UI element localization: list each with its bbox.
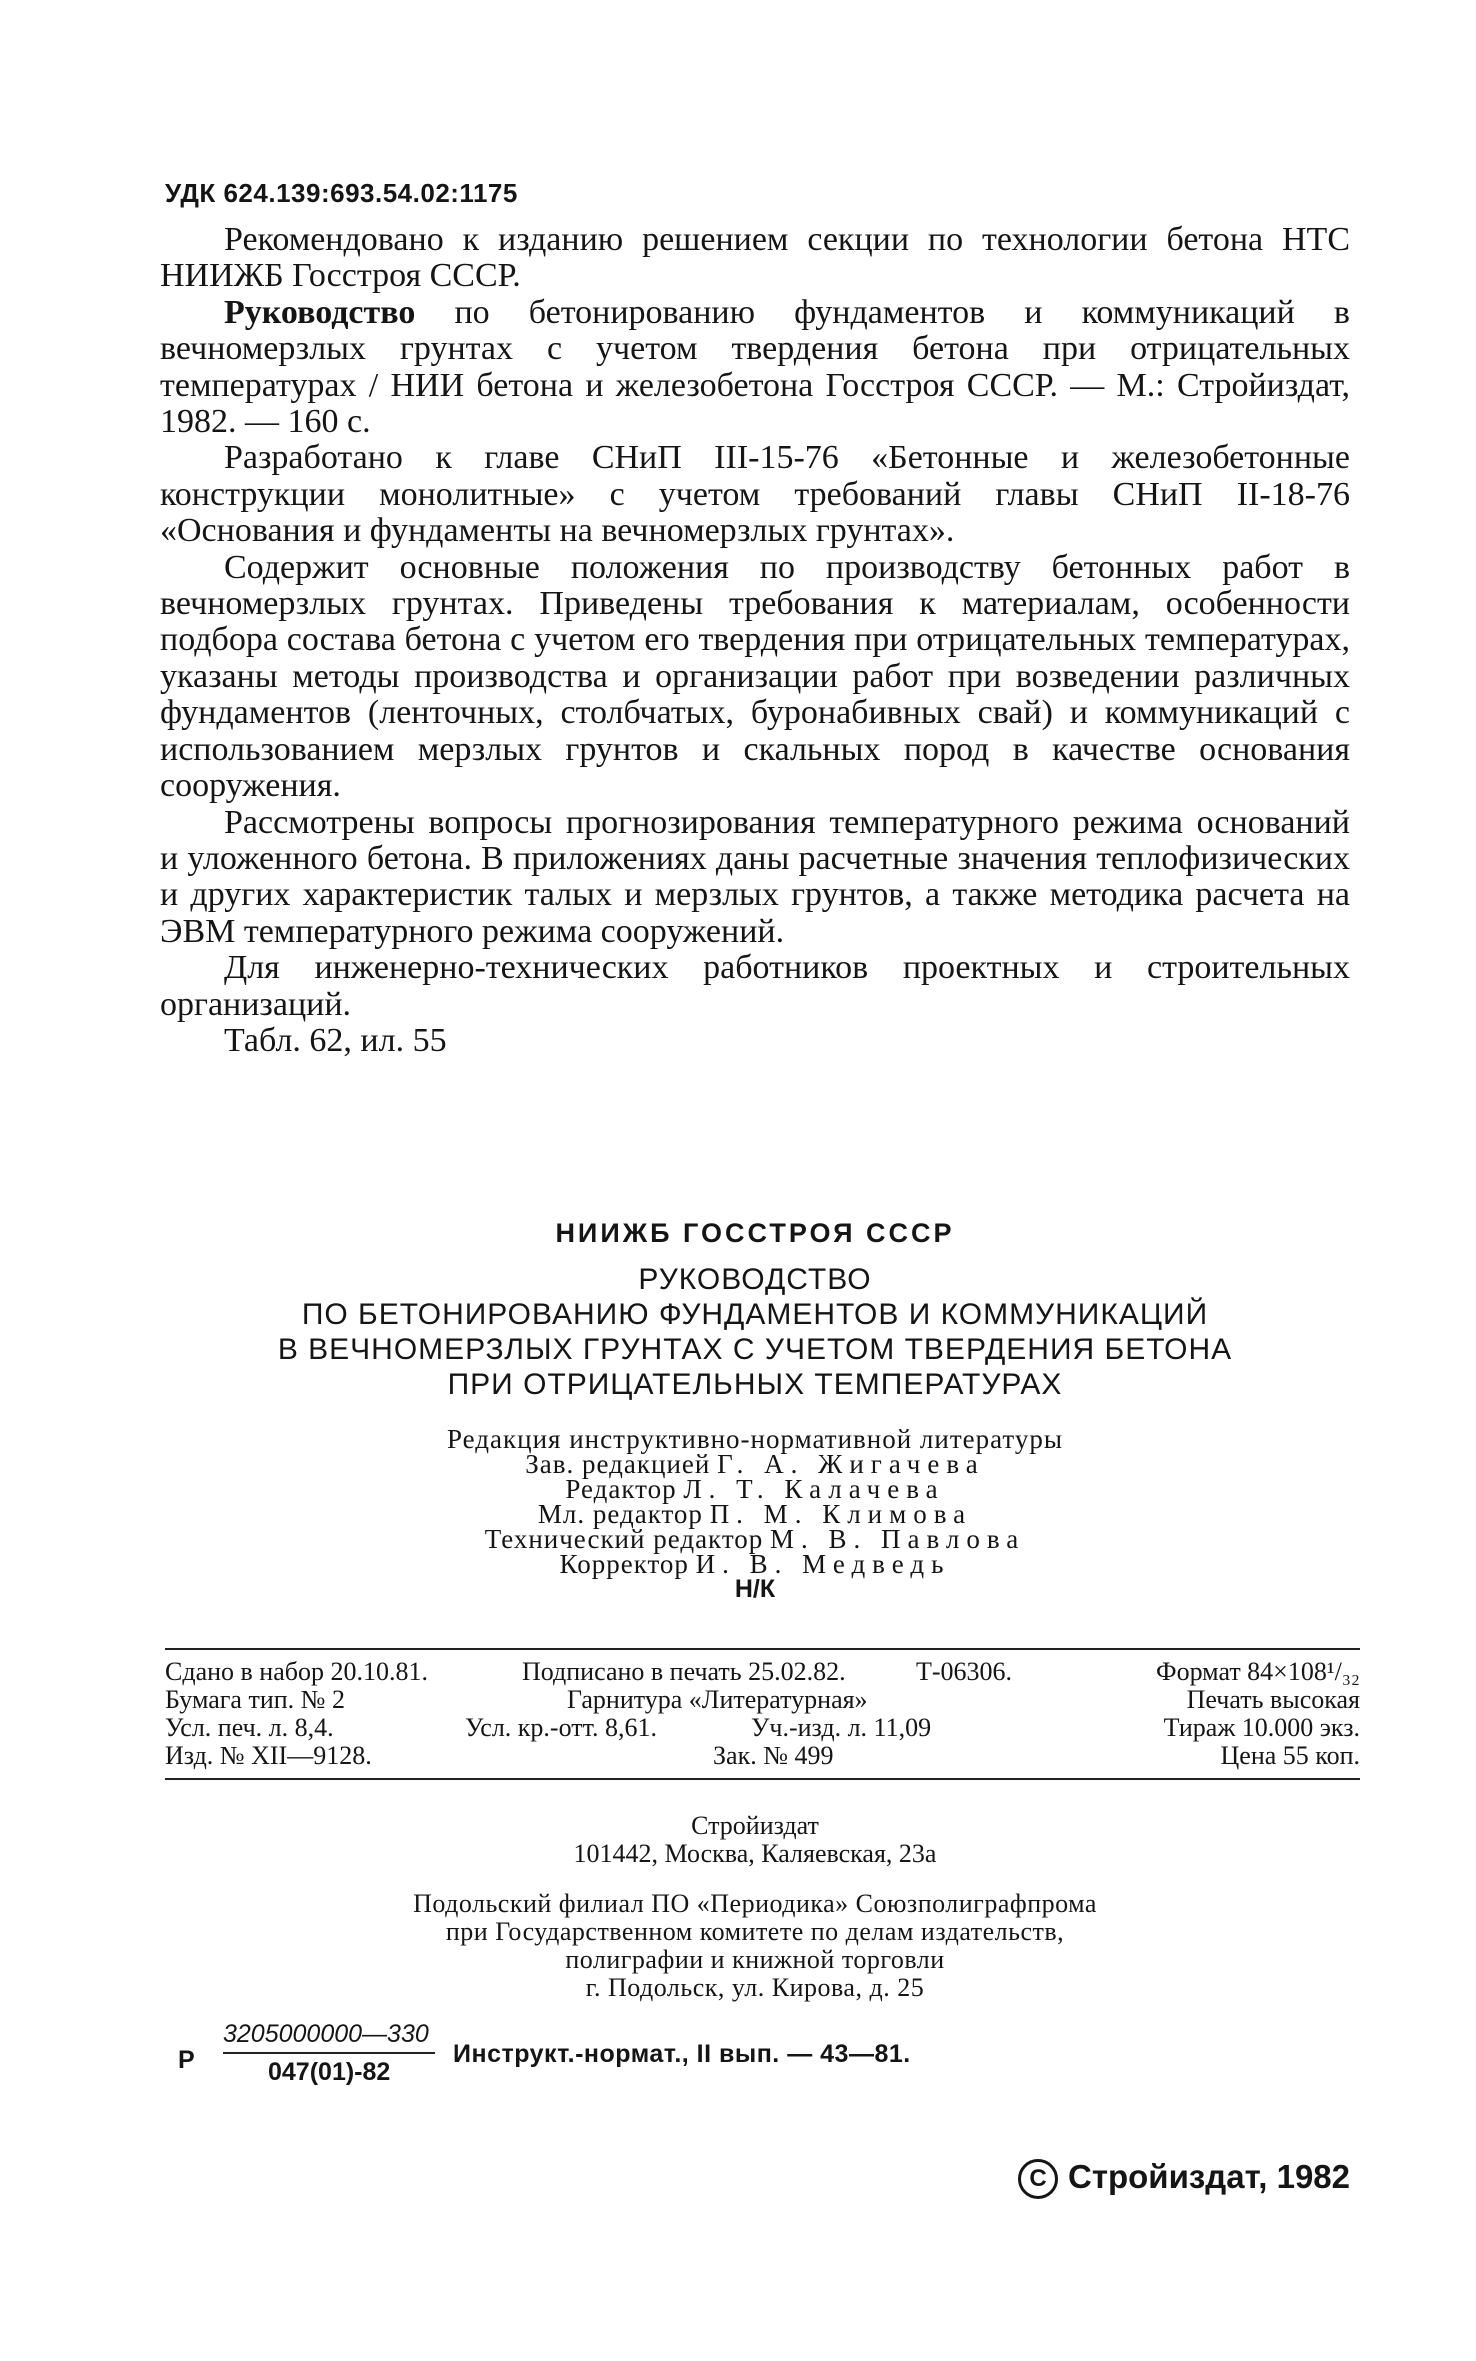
title-line: ПРИ ОТРИЦАТЕЛЬНЫХ ТЕМПЕРАТУРАХ <box>447 1368 1063 1401</box>
considered-summary: Рассмотрены вопросы прогнозирования температурного режима оснований и уложенного бетона. В приложениях даны расчетные значения теплофизических и других характеристик талых и мерзлых грунтов, а также методика расчета на ЭВМ температурного режима сооружений. <box>160 803 1350 950</box>
code-letter: Р <box>178 2046 195 2074</box>
recommendation-note: Рекомендовано к изданию решением секции по технологии бетона НТС НИИЖБ Госстроя СССР. <box>160 221 1350 295</box>
annotation <box>160 222 1350 1059</box>
divider-top <box>165 1648 1360 1650</box>
title-line: В ВЕЧНОМЕРЗЛЫХ ГРУНТАХ С УЧЕТОМ ТВЕРДЕНИЯ БЕТОНА <box>277 1333 1233 1366</box>
publisher-address: 101442, Москва, Каляевская, 23а <box>573 1839 937 1868</box>
title-line: РУКОВОДСТВО <box>638 1263 872 1296</box>
citation-rest: по бетонированию фундаментов и коммуникаций в вечномерзлых грунтах с учетом твердения бетона при отрицательных температурах / НИИ бетона и железобетона Госстроя СССР. — М.: Стройиздат, 1982. — 160 с. <box>160 293 1350 441</box>
bibliographic-citation <box>160 295 1350 441</box>
udk-code: УДК 624.139:693.54.02:1175 <box>165 178 518 208</box>
book-title <box>160 1262 1350 1402</box>
divider-bottom <box>165 1778 1360 1780</box>
printer-line: Подольский филиал ПО «Периодика» Союзполиграфпрома <box>413 1889 1097 1918</box>
code-numerator: 3205000000—330 <box>223 2020 429 2048</box>
imprint-row: Изд. № XII—9128. Зак. № 499 Цена 55 коп. <box>165 1741 1360 1770</box>
print-imprint <box>165 1658 1360 1770</box>
instruction-code: Инструкт.-нормат., II вып. — 43—81. <box>453 2040 911 2068</box>
printer-block <box>160 1890 1350 2002</box>
printer-line: полиграфии и книжной торговли <box>565 1945 945 1974</box>
staff-corrector: Корректор И. В. Медведь <box>559 1549 951 1579</box>
developed-note: Разработано к главе СНиП III-15-76 «Бетонные и железобетонные конструкции монолитные» с учетом требований главы СНиП II-18-76 «Основания и фундаменты на вечномерзлых грунтах». <box>160 439 1350 550</box>
title-line: ПО БЕТОНИРОВАНИЮ ФУНДАМЕНТОВ И КОММУНИКАЦИЙ <box>301 1298 1209 1331</box>
edition-name: Редакция инструктивно-нормативной литературы <box>447 1424 1063 1454</box>
code-denominator: 047(01)-82 <box>268 2058 391 2086</box>
staff-tech-editor: Технический редактор М. В. Павлова <box>484 1524 1026 1554</box>
publisher-name: Стройиздат <box>691 1811 819 1840</box>
imprint-row: Сдано в набор 20.10.81. Подписано в печать 25.02.82. Т-06306. Формат 84×108¹/₃₂ <box>165 1657 1360 1686</box>
copyright-icon: C <box>1018 2159 1058 2199</box>
contents-summary: Содержит основные положения по производству бетонных работ в вечномерзлых грунтах. Приведены требования к материалам, особенности подбора состава бетона с учетом его твердения при отрицательных температурах, указаны методы производства и организации работ при возведении различных фундаментов (ленточных, столбчатых, буронабивных свай) и коммуникаций с использованием мерзлых грунтов и скальных пород в качестве основания сооружения. <box>160 548 1350 805</box>
printer-line: г. Подольск, ул. Кирова, д. 25 <box>585 1973 925 2002</box>
staff-head: Зав. редакцией Г. А. Жигачева <box>525 1449 985 1479</box>
audience-note: Для инженерно-технических работников проектных и строительных организаций. <box>160 949 1350 1023</box>
organization-heading: НИИЖБ ГОССТРОЯ СССР <box>555 1218 955 1248</box>
imprint-row: Усл. печ. л. 8,4. Усл. кр.-отт. 8,61. Уч.-изд. л. 11,09 Тираж 10.000 экз. <box>165 1713 1360 1742</box>
editorial-staff <box>160 1424 1350 1603</box>
printer-line: при Государственном комитете по делам издательств, <box>445 1917 1065 1946</box>
citation-lead: Руководство <box>224 293 416 331</box>
staff-editor: Редактор Л. Т. Калачева <box>565 1474 945 1504</box>
publisher-block <box>160 1812 1350 1868</box>
copyright <box>1018 2158 1350 2199</box>
imprint-row: Бумага тип. № 2 Гарнитура «Литературная» Печать высокая <box>165 1685 1360 1714</box>
fraction-line <box>223 2052 435 2054</box>
tables-illustrations: Табл. 62, ил. 55 <box>224 1021 447 1059</box>
nk-mark: Н/К <box>734 1575 776 1603</box>
staff-junior-editor: Мл. редактор П. М. Климова <box>537 1499 973 1529</box>
copyright-text: Стройиздат, 1982 <box>1068 2158 1351 2195</box>
